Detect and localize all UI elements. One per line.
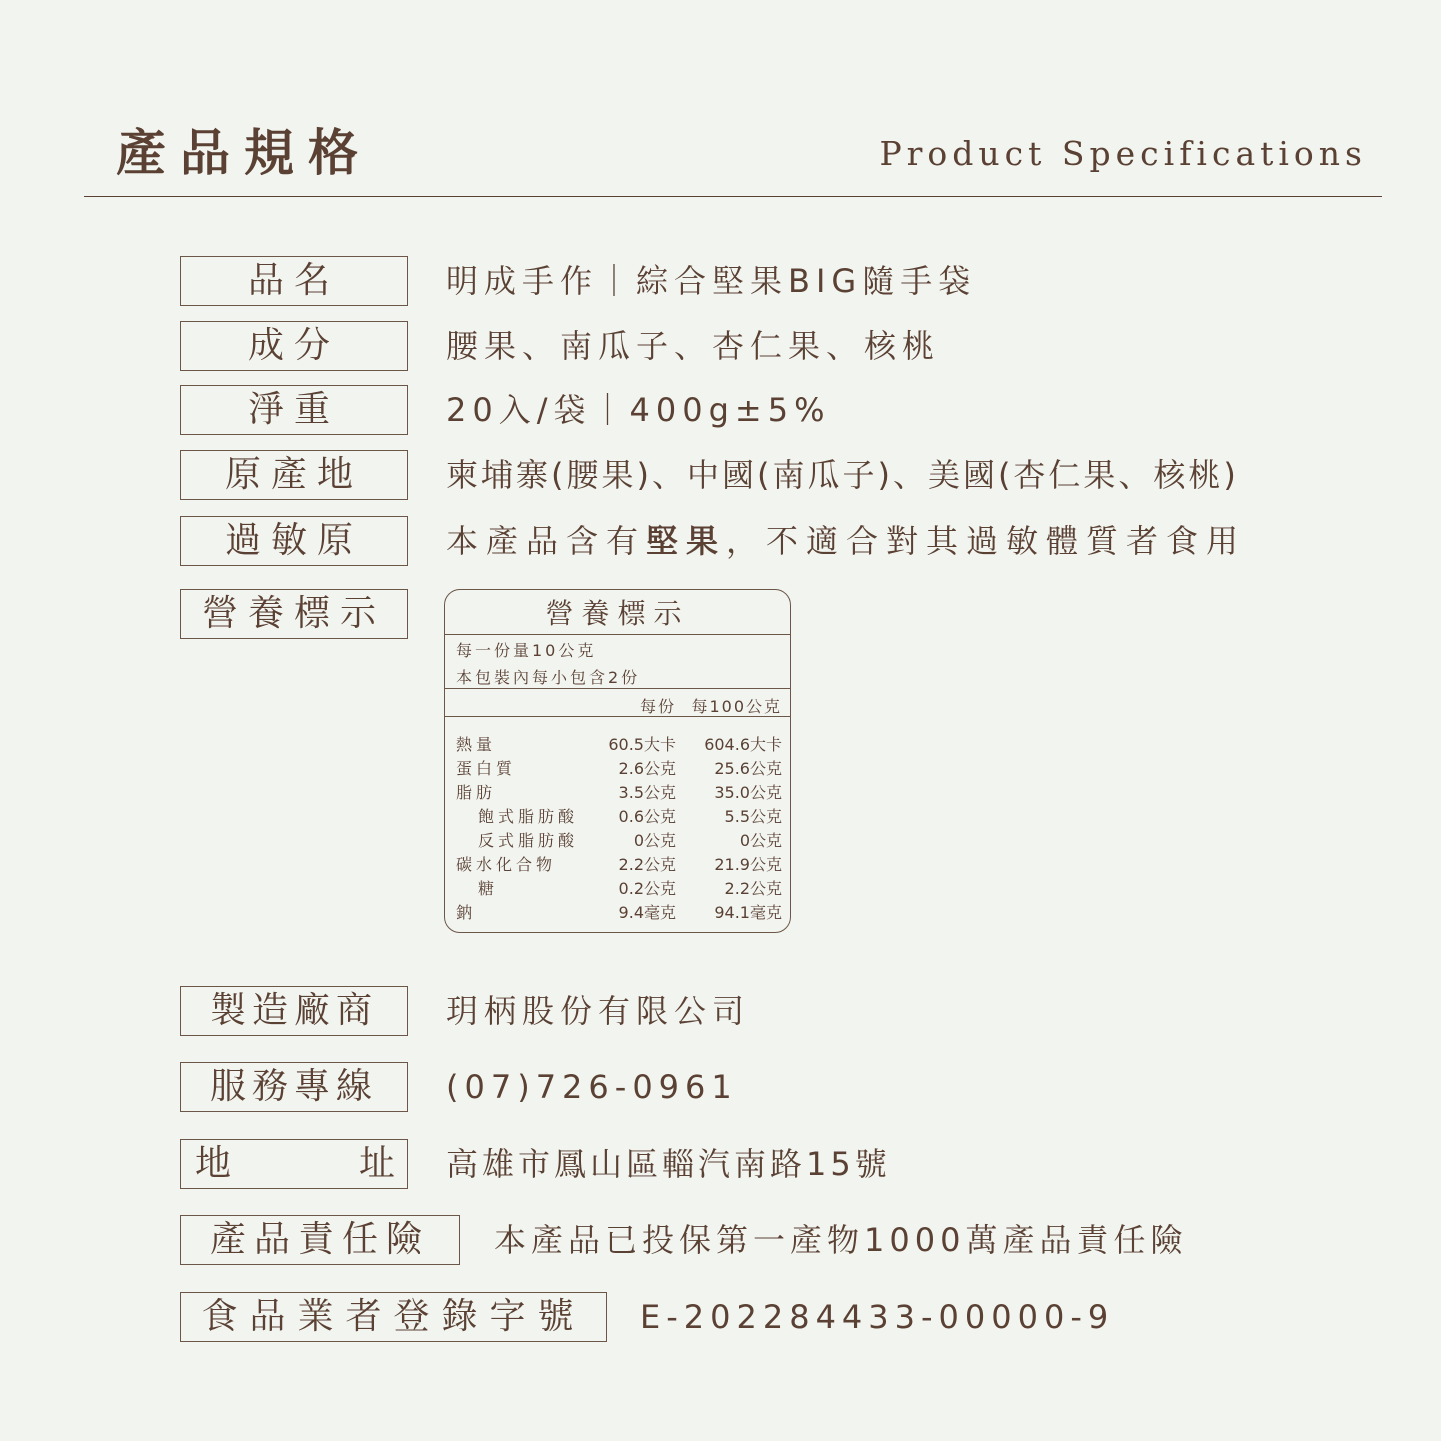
allergen-text-post: ，不適合對其過敏體質者食用 bbox=[726, 522, 1247, 560]
servings-per-pack: 本包裝內每小包含2份 bbox=[456, 668, 641, 687]
origin-label: 原產地 bbox=[180, 450, 408, 500]
nutrient-per-100g: 2.2公克 bbox=[724, 879, 782, 898]
page-title: 產品規格 bbox=[116, 124, 372, 182]
nutrient-per-serving: 3.5公克 bbox=[618, 783, 676, 802]
manufacturer-value: 玥柄股份有限公司 bbox=[446, 992, 751, 1030]
allergen-highlight: 堅果 bbox=[646, 522, 727, 560]
name-value: 明成手作｜綜合堅果BIG隨手袋 bbox=[446, 262, 977, 300]
insurance-value: 本產品已投保第一產物1000萬產品責任險 bbox=[494, 1221, 1188, 1259]
nutrition-row bbox=[445, 732, 790, 756]
nutrient-per-100g: 35.0公克 bbox=[714, 783, 782, 802]
nutrition-divider bbox=[445, 634, 790, 635]
nutrient-per-100g: 25.6公克 bbox=[714, 759, 782, 778]
net-weight-label: 淨重 bbox=[180, 385, 408, 435]
registration-value: E-202284433-00000-9 bbox=[640, 1298, 1115, 1336]
nutrition-row bbox=[445, 876, 790, 900]
serving-size: 每一份量10公克 bbox=[456, 641, 597, 660]
nutrient-name: 脂肪 bbox=[456, 783, 497, 802]
registration-label: 食品業者登錄字號 bbox=[180, 1292, 607, 1342]
address-value: 高雄市鳳山區輜汽南路15號 bbox=[446, 1145, 891, 1183]
nutrient-per-serving: 0.6公克 bbox=[618, 807, 676, 826]
nutrient-per-serving: 0公克 bbox=[633, 831, 676, 850]
nutrient-per-100g: 5.5公克 bbox=[724, 807, 782, 826]
allergen-value bbox=[446, 516, 1246, 566]
net-weight-value: 20入/袋｜400g±5% bbox=[446, 391, 831, 429]
nutrient-per-100g: 21.9公克 bbox=[714, 855, 782, 874]
nutrient-per-serving: 9.4毫克 bbox=[618, 903, 676, 922]
nutrition-row bbox=[445, 828, 790, 852]
nutrient-name: 熱量 bbox=[456, 735, 497, 754]
nutrition-row bbox=[445, 756, 790, 780]
nutrition-title: 營養標示 bbox=[545, 597, 690, 630]
ingredients-value: 腰果、南瓜子、杏仁果、核桃 bbox=[446, 327, 941, 365]
address-label-right: 址 bbox=[358, 1143, 395, 1184]
nutrient-per-serving: 0.2公克 bbox=[618, 879, 676, 898]
nutrition-row bbox=[445, 900, 790, 924]
insurance-label: 產品責任險 bbox=[180, 1215, 460, 1265]
address-label-left: 地 bbox=[195, 1143, 232, 1184]
page-subtitle: Product Specifications bbox=[879, 134, 1367, 173]
name-label: 品名 bbox=[180, 256, 408, 306]
header-divider bbox=[84, 196, 1382, 197]
col-header-per-serving: 每份 bbox=[639, 697, 676, 716]
hotline-value: (07)726-0961 bbox=[446, 1068, 738, 1106]
nutrition-row bbox=[445, 804, 790, 828]
origin-value: 柬埔寨(腰果)、中國(南瓜子)、美國(杏仁果、核桃) bbox=[446, 456, 1239, 494]
nutrient-name: 碳水化合物 bbox=[456, 855, 557, 874]
nutrient-per-100g: 94.1毫克 bbox=[714, 903, 782, 922]
nutrient-name: 反式脂肪酸 bbox=[478, 831, 579, 850]
allergen-label: 過敏原 bbox=[180, 516, 408, 566]
col-header-per-100g: 每100公克 bbox=[691, 697, 782, 716]
nutrition-row bbox=[445, 780, 790, 804]
nutrient-per-100g: 0公克 bbox=[739, 831, 782, 850]
allergen-text-pre: 本產品含有 bbox=[446, 522, 647, 560]
nutrient-per-serving: 2.2公克 bbox=[618, 855, 676, 874]
nutrition-facts-panel bbox=[444, 589, 791, 933]
nutrient-name: 鈉 bbox=[456, 903, 477, 922]
nutrient-name: 飽式脂肪酸 bbox=[478, 807, 579, 826]
nutrient-per-serving: 60.5大卡 bbox=[608, 735, 676, 754]
nutrition-row bbox=[445, 852, 790, 876]
nutrient-per-serving: 2.6公克 bbox=[618, 759, 676, 778]
nutrient-name: 糖 bbox=[478, 879, 499, 898]
address-label bbox=[180, 1139, 408, 1189]
nutrition-label: 營養標示 bbox=[180, 589, 408, 639]
hotline-label: 服務專線 bbox=[180, 1062, 408, 1112]
ingredients-label: 成分 bbox=[180, 321, 408, 371]
nutrient-per-100g: 604.6大卡 bbox=[704, 735, 782, 754]
nutrition-divider bbox=[445, 716, 790, 717]
manufacturer-label: 製造廠商 bbox=[180, 986, 408, 1036]
nutrition-divider bbox=[445, 688, 790, 689]
nutrient-name: 蛋白質 bbox=[456, 759, 517, 778]
